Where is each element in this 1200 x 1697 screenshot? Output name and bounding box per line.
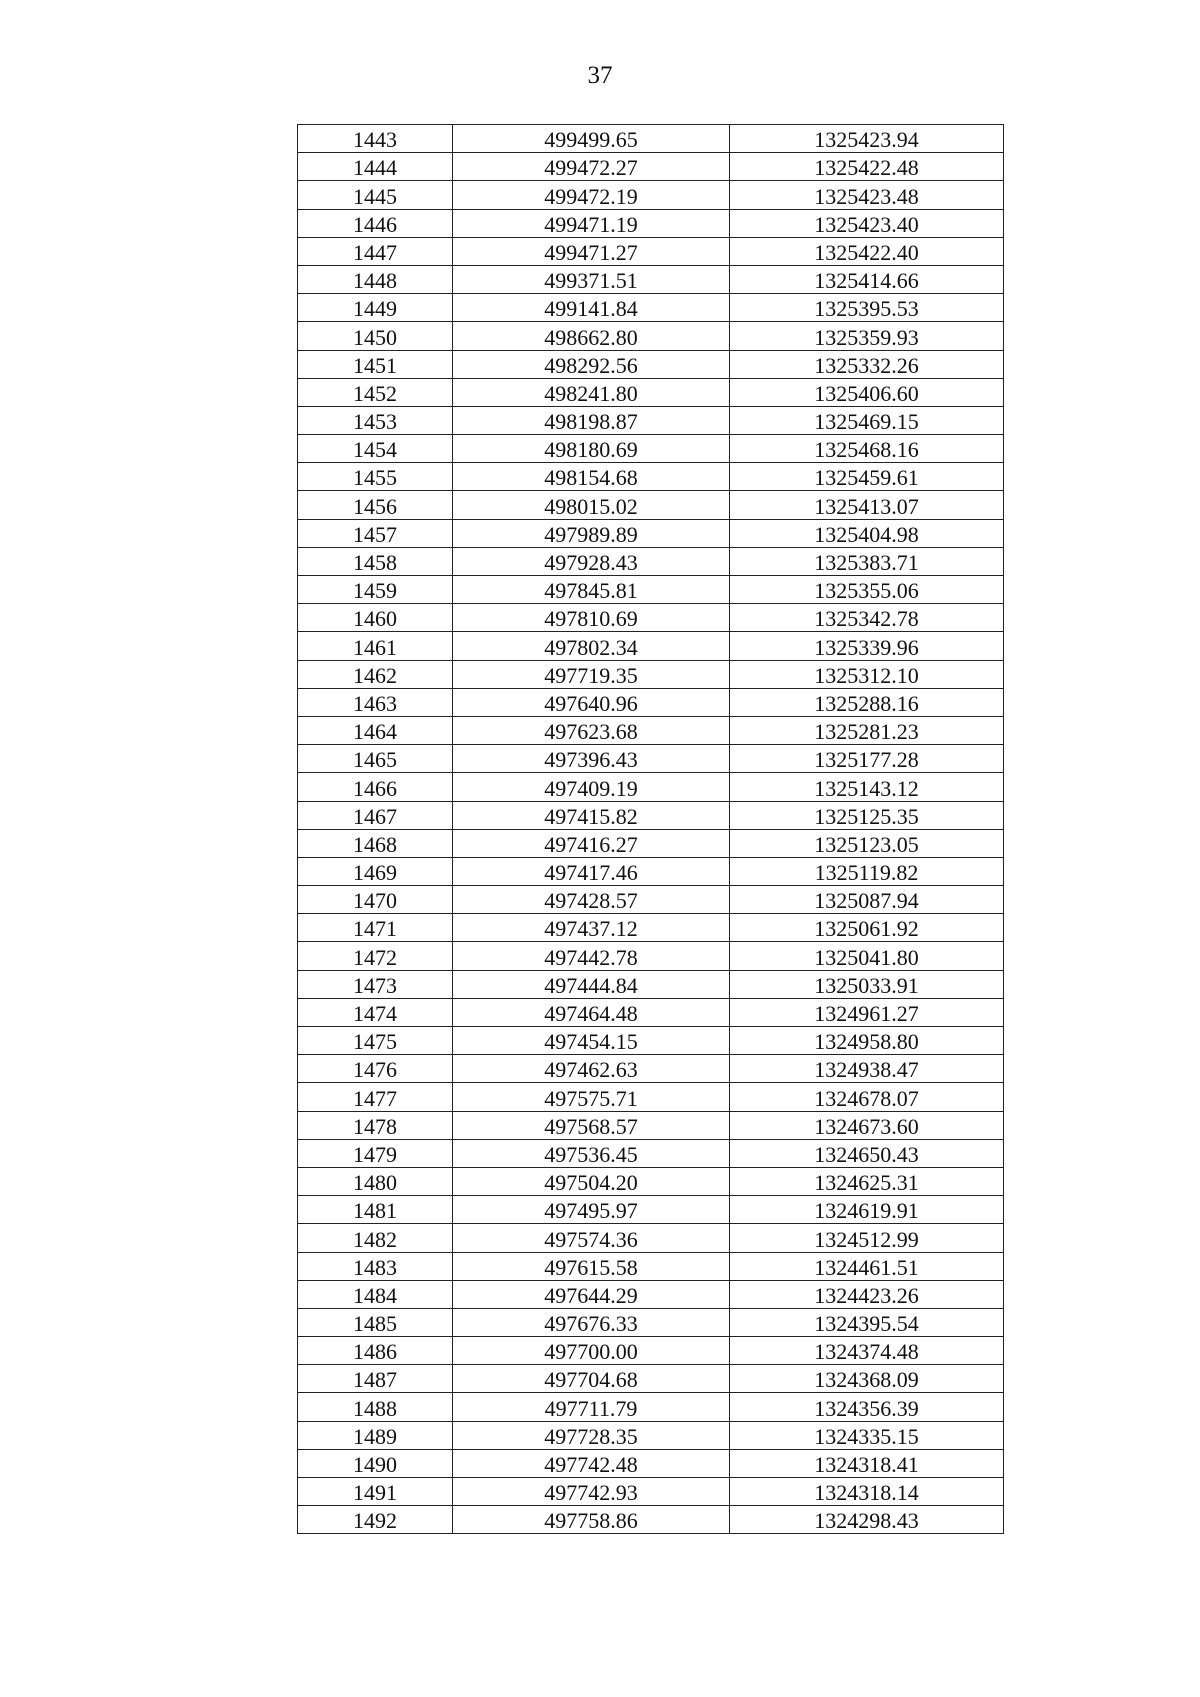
point-number-cell: 1479 [298,1139,453,1167]
point-number-cell: 1462 [298,660,453,688]
point-number-cell: 1488 [298,1393,453,1421]
x-coordinate-cell: 499141.84 [453,294,730,322]
point-number-cell: 1475 [298,1027,453,1055]
table-row [298,1139,1004,1167]
point-number-cell: 1447 [298,237,453,265]
table-row [298,294,1004,322]
x-coordinate-cell: 497415.82 [453,801,730,829]
y-coordinate-cell: 1325339.96 [730,632,1004,660]
table-row [298,998,1004,1026]
x-coordinate-cell: 499472.27 [453,153,730,181]
x-coordinate-cell: 497989.89 [453,519,730,547]
y-coordinate-cell: 1324512.99 [730,1224,1004,1252]
y-coordinate-cell: 1324938.47 [730,1055,1004,1083]
y-coordinate-cell: 1325061.92 [730,914,1004,942]
coordinates-table [297,124,1004,1534]
x-coordinate-cell: 497428.57 [453,886,730,914]
point-number-cell: 1445 [298,181,453,209]
x-coordinate-cell: 498292.56 [453,350,730,378]
y-coordinate-cell: 1325423.40 [730,209,1004,237]
table-row [298,1224,1004,1252]
y-coordinate-cell: 1324625.31 [730,1167,1004,1195]
x-coordinate-cell: 497742.93 [453,1478,730,1506]
table-row [298,1449,1004,1477]
y-coordinate-cell: 1324395.54 [730,1308,1004,1336]
table-row [298,125,1004,153]
y-coordinate-cell: 1325123.05 [730,829,1004,857]
x-coordinate-cell: 497728.35 [453,1421,730,1449]
table-row [298,576,1004,604]
point-number-cell: 1460 [298,604,453,632]
y-coordinate-cell: 1325359.93 [730,322,1004,350]
x-coordinate-cell: 497495.97 [453,1196,730,1224]
x-coordinate-cell: 497442.78 [453,942,730,970]
page-number: 37 [587,62,613,89]
y-coordinate-cell: 1325468.16 [730,435,1004,463]
table-row [298,322,1004,350]
table-row [298,209,1004,237]
table-row [298,435,1004,463]
point-number-cell: 1468 [298,829,453,857]
x-coordinate-cell: 497444.84 [453,970,730,998]
table-row [298,1196,1004,1224]
y-coordinate-cell: 1325395.53 [730,294,1004,322]
y-coordinate-cell: 1325414.66 [730,265,1004,293]
x-coordinate-cell: 499471.19 [453,209,730,237]
point-number-cell: 1470 [298,886,453,914]
y-coordinate-cell: 1325406.60 [730,378,1004,406]
point-number-cell: 1459 [298,576,453,604]
x-coordinate-cell: 497536.45 [453,1139,730,1167]
point-number-cell: 1458 [298,547,453,575]
y-coordinate-cell: 1325422.48 [730,153,1004,181]
y-coordinate-cell: 1324961.27 [730,998,1004,1026]
y-coordinate-cell: 1325288.16 [730,688,1004,716]
point-number-cell: 1490 [298,1449,453,1477]
point-number-cell: 1443 [298,125,453,153]
y-coordinate-cell: 1324335.15 [730,1421,1004,1449]
y-coordinate-cell: 1325404.98 [730,519,1004,547]
table-row [298,1027,1004,1055]
point-number-cell: 1473 [298,970,453,998]
y-coordinate-cell: 1325469.15 [730,406,1004,434]
point-number-cell: 1476 [298,1055,453,1083]
y-coordinate-cell: 1324318.14 [730,1478,1004,1506]
x-coordinate-cell: 497700.00 [453,1337,730,1365]
x-coordinate-cell: 497644.29 [453,1280,730,1308]
table-row [298,491,1004,519]
x-coordinate-cell: 499472.19 [453,181,730,209]
table-row [298,1111,1004,1139]
x-coordinate-cell: 497928.43 [453,547,730,575]
table-row [298,463,1004,491]
point-number-cell: 1467 [298,801,453,829]
y-coordinate-cell: 1325177.28 [730,745,1004,773]
x-coordinate-cell: 497802.34 [453,632,730,660]
y-coordinate-cell: 1325312.10 [730,660,1004,688]
y-coordinate-cell: 1325422.40 [730,237,1004,265]
x-coordinate-cell: 497504.20 [453,1167,730,1195]
table-row [298,1421,1004,1449]
y-coordinate-cell: 1325033.91 [730,970,1004,998]
x-coordinate-cell: 498198.87 [453,406,730,434]
point-number-cell: 1456 [298,491,453,519]
x-coordinate-cell: 499471.27 [453,237,730,265]
x-coordinate-cell: 497742.48 [453,1449,730,1477]
table-row [298,1167,1004,1195]
table-row [298,237,1004,265]
table-row [298,547,1004,575]
y-coordinate-cell: 1324374.48 [730,1337,1004,1365]
table-row [298,1337,1004,1365]
point-number-cell: 1451 [298,350,453,378]
table-row [298,829,1004,857]
point-number-cell: 1450 [298,322,453,350]
table-row [298,886,1004,914]
x-coordinate-cell: 499371.51 [453,265,730,293]
point-number-cell: 1469 [298,857,453,885]
table-row [298,181,1004,209]
x-coordinate-cell: 497640.96 [453,688,730,716]
table-row [298,1365,1004,1393]
x-coordinate-cell: 498154.68 [453,463,730,491]
x-coordinate-cell: 497396.43 [453,745,730,773]
table-row [298,716,1004,744]
point-number-cell: 1481 [298,1196,453,1224]
table-row [298,1506,1004,1534]
x-coordinate-cell: 497462.63 [453,1055,730,1083]
y-coordinate-cell: 1325355.06 [730,576,1004,604]
table-row [298,773,1004,801]
point-number-cell: 1463 [298,688,453,716]
y-coordinate-cell: 1324368.09 [730,1365,1004,1393]
y-coordinate-cell: 1324356.39 [730,1393,1004,1421]
x-coordinate-cell: 497810.69 [453,604,730,632]
table-row [298,350,1004,378]
table-row [298,688,1004,716]
table-row [298,857,1004,885]
point-number-cell: 1446 [298,209,453,237]
table-row [298,1478,1004,1506]
table-row [298,970,1004,998]
x-coordinate-cell: 497676.33 [453,1308,730,1336]
y-coordinate-cell: 1324298.43 [730,1506,1004,1534]
table-row [298,914,1004,942]
y-coordinate-cell: 1325281.23 [730,716,1004,744]
x-coordinate-cell: 497758.86 [453,1506,730,1534]
y-coordinate-cell: 1324619.91 [730,1196,1004,1224]
point-number-cell: 1449 [298,294,453,322]
point-number-cell: 1472 [298,942,453,970]
x-coordinate-cell: 497623.68 [453,716,730,744]
point-number-cell: 1448 [298,265,453,293]
y-coordinate-cell: 1325041.80 [730,942,1004,970]
point-number-cell: 1474 [298,998,453,1026]
x-coordinate-cell: 497568.57 [453,1111,730,1139]
point-number-cell: 1465 [298,745,453,773]
table-row [298,406,1004,434]
x-coordinate-cell: 497464.48 [453,998,730,1026]
table-row [298,1393,1004,1421]
point-number-cell: 1486 [298,1337,453,1365]
table-row [298,378,1004,406]
x-coordinate-cell: 497454.15 [453,1027,730,1055]
point-number-cell: 1492 [298,1506,453,1534]
y-coordinate-cell: 1325125.35 [730,801,1004,829]
table-row [298,1280,1004,1308]
point-number-cell: 1444 [298,153,453,181]
point-number-cell: 1489 [298,1421,453,1449]
coordinates-table-body [298,125,1004,1534]
x-coordinate-cell: 497615.58 [453,1252,730,1280]
point-number-cell: 1482 [298,1224,453,1252]
x-coordinate-cell: 497719.35 [453,660,730,688]
table-row [298,1252,1004,1280]
table-row [298,1083,1004,1111]
point-number-cell: 1485 [298,1308,453,1336]
table-row [298,1308,1004,1336]
table-row [298,801,1004,829]
x-coordinate-cell: 497575.71 [453,1083,730,1111]
y-coordinate-cell: 1324678.07 [730,1083,1004,1111]
x-coordinate-cell: 497417.46 [453,857,730,885]
y-coordinate-cell: 1325143.12 [730,773,1004,801]
y-coordinate-cell: 1324673.60 [730,1111,1004,1139]
x-coordinate-cell: 497416.27 [453,829,730,857]
point-number-cell: 1464 [298,716,453,744]
point-number-cell: 1466 [298,773,453,801]
point-number-cell: 1477 [298,1083,453,1111]
x-coordinate-cell: 497845.81 [453,576,730,604]
point-number-cell: 1471 [298,914,453,942]
table-row [298,1055,1004,1083]
y-coordinate-cell: 1325119.82 [730,857,1004,885]
table-row [298,660,1004,688]
table-row [298,745,1004,773]
table-row [298,942,1004,970]
x-coordinate-cell: 498015.02 [453,491,730,519]
y-coordinate-cell: 1325459.61 [730,463,1004,491]
x-coordinate-cell: 497574.36 [453,1224,730,1252]
y-coordinate-cell: 1324461.51 [730,1252,1004,1280]
table-row [298,632,1004,660]
x-coordinate-cell: 497437.12 [453,914,730,942]
y-coordinate-cell: 1325087.94 [730,886,1004,914]
point-number-cell: 1480 [298,1167,453,1195]
point-number-cell: 1478 [298,1111,453,1139]
table-row [298,519,1004,547]
y-coordinate-cell: 1325413.07 [730,491,1004,519]
table-row [298,265,1004,293]
point-number-cell: 1483 [298,1252,453,1280]
point-number-cell: 1484 [298,1280,453,1308]
table-row [298,604,1004,632]
point-number-cell: 1457 [298,519,453,547]
point-number-cell: 1453 [298,406,453,434]
point-number-cell: 1487 [298,1365,453,1393]
point-number-cell: 1455 [298,463,453,491]
y-coordinate-cell: 1325423.94 [730,125,1004,153]
y-coordinate-cell: 1324423.26 [730,1280,1004,1308]
x-coordinate-cell: 497711.79 [453,1393,730,1421]
x-coordinate-cell: 498241.80 [453,378,730,406]
y-coordinate-cell: 1324958.80 [730,1027,1004,1055]
y-coordinate-cell: 1324318.41 [730,1449,1004,1477]
x-coordinate-cell: 497409.19 [453,773,730,801]
y-coordinate-cell: 1324650.43 [730,1139,1004,1167]
y-coordinate-cell: 1325383.71 [730,547,1004,575]
point-number-cell: 1491 [298,1478,453,1506]
x-coordinate-cell: 498180.69 [453,435,730,463]
y-coordinate-cell: 1325332.26 [730,350,1004,378]
y-coordinate-cell: 1325423.48 [730,181,1004,209]
x-coordinate-cell: 499499.65 [453,125,730,153]
x-coordinate-cell: 498662.80 [453,322,730,350]
x-coordinate-cell: 497704.68 [453,1365,730,1393]
point-number-cell: 1452 [298,378,453,406]
point-number-cell: 1461 [298,632,453,660]
point-number-cell: 1454 [298,435,453,463]
table-row [298,153,1004,181]
y-coordinate-cell: 1325342.78 [730,604,1004,632]
